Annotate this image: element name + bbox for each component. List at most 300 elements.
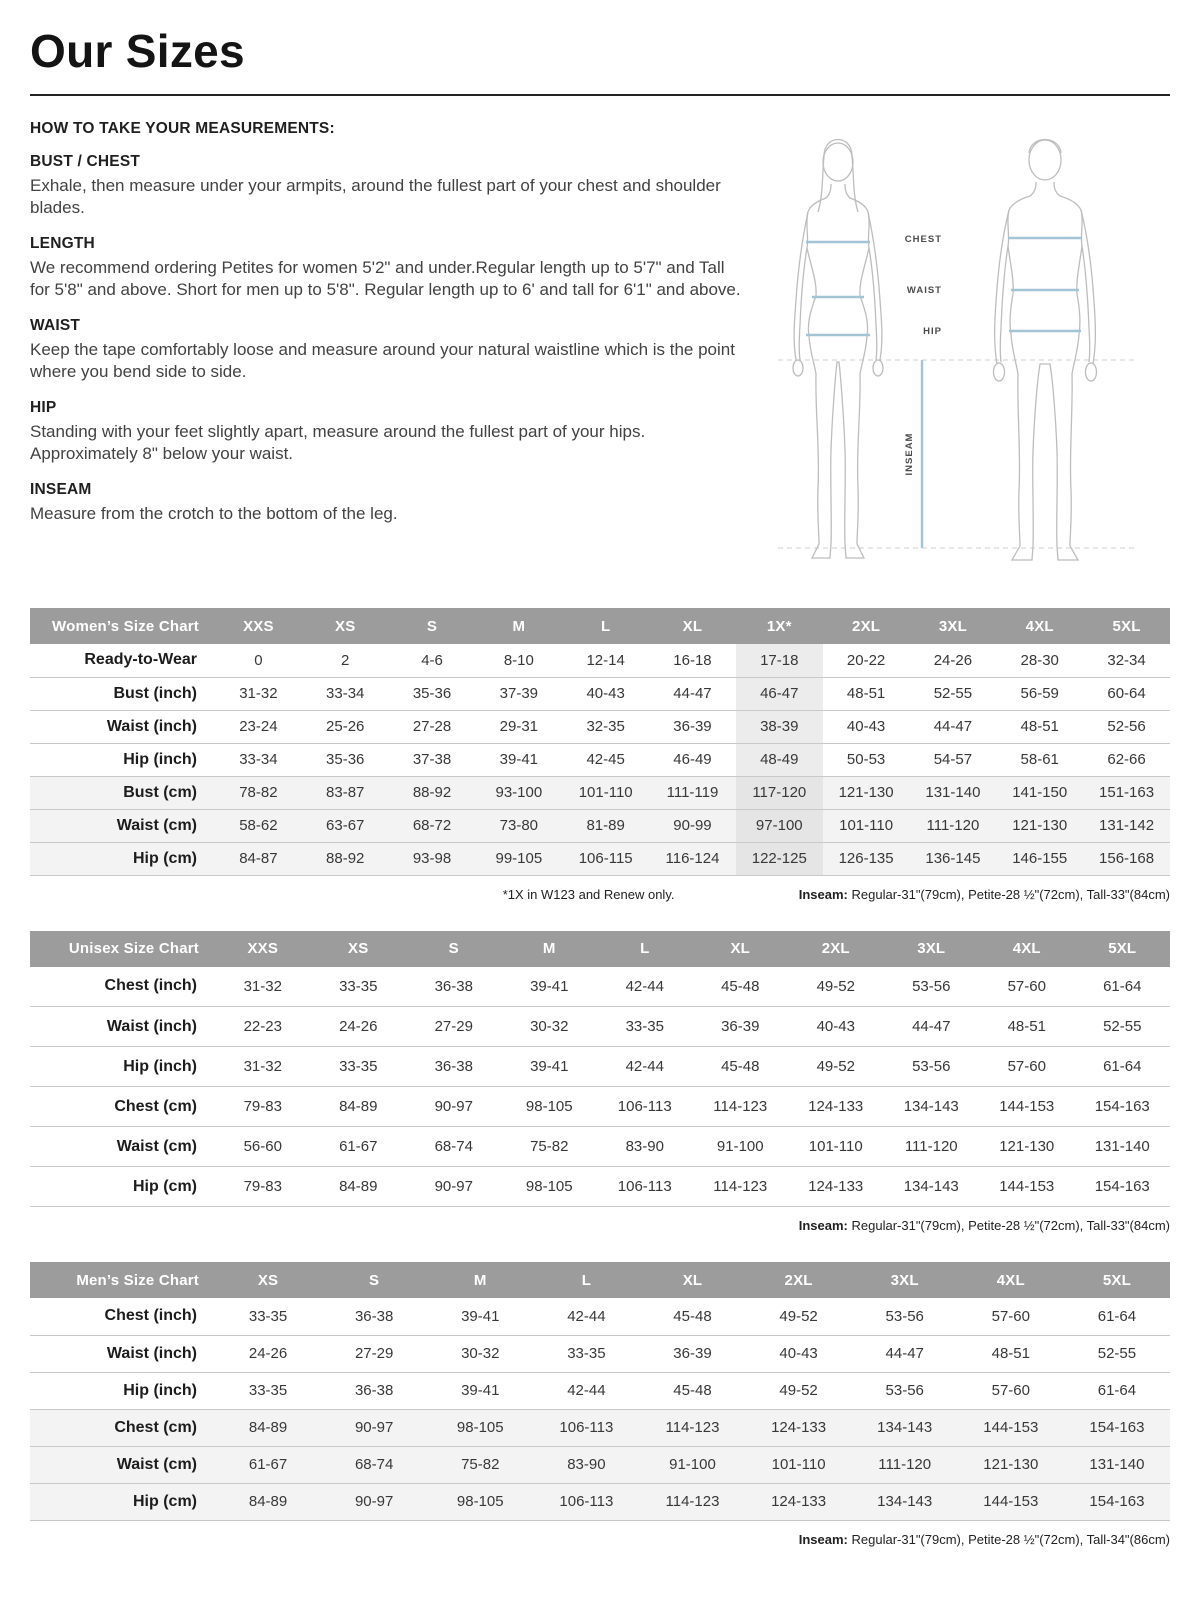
size-value: 4-6 [421, 651, 443, 669]
size-value: 154-163 [1094, 1098, 1150, 1115]
row-label: Waist (inch) [106, 1344, 197, 1362]
size-value: 93-100 [495, 784, 543, 801]
mens-size-table [30, 1262, 1170, 1521]
inseam-note-label: Inseam: [798, 1218, 848, 1233]
size-value: 75-82 [461, 1456, 500, 1473]
male-right-hand [1086, 363, 1097, 381]
column-header-l: L [533, 1262, 639, 1298]
size-value: 0 [254, 651, 263, 669]
size-value: 134-143 [903, 1098, 959, 1115]
size-value: 124-133 [808, 1098, 864, 1115]
size-value: 39-41 [499, 751, 539, 768]
size-value: 90-97 [434, 1098, 473, 1115]
size-value: 68-74 [354, 1456, 394, 1473]
table-row [30, 1007, 1170, 1047]
row-label: Waist (inch) [106, 717, 197, 735]
size-value: 52-55 [1103, 1018, 1142, 1035]
size-value: 45-48 [721, 977, 760, 995]
size-table [30, 1262, 1170, 1521]
size-value: 46-49 [673, 751, 712, 768]
size-value: 33-35 [625, 1018, 664, 1035]
table-row [30, 1483, 1170, 1520]
size-value: 53-56 [912, 977, 951, 995]
size-table [30, 931, 1170, 1208]
size-value: 88-92 [412, 784, 452, 801]
row-label: Hip (inch) [123, 1381, 197, 1399]
male-right-arm-outer [1081, 210, 1095, 364]
column-header-xs: XS [311, 931, 407, 967]
size-value: 62-66 [1107, 751, 1146, 768]
size-value: 97-100 [736, 809, 823, 842]
size-value: 83-90 [625, 1138, 664, 1155]
size-value: 49-52 [779, 1382, 818, 1399]
size-value: 61-67 [248, 1456, 288, 1473]
size-value: 131-140 [925, 784, 981, 801]
size-value: 36-38 [354, 1382, 394, 1399]
chest-label: CHEST [904, 234, 942, 245]
size-value: 23-24 [239, 718, 278, 735]
male-figure [994, 140, 1097, 561]
waist-label: WAIST [906, 285, 942, 296]
size-value: 61-67 [339, 1138, 378, 1155]
size-value: 22-23 [243, 1018, 282, 1035]
size-value: 141-150 [1012, 784, 1068, 801]
size-value: 33-35 [248, 1382, 288, 1399]
size-value: 98-105 [525, 1178, 573, 1195]
size-value: 44-47 [912, 1018, 951, 1035]
table-row [30, 1409, 1170, 1446]
column-header-xxs: XXS [215, 931, 311, 967]
size-value: 36-38 [434, 1058, 473, 1075]
table-row [30, 1446, 1170, 1483]
column-header-xs: XS [302, 608, 389, 644]
male-head [1029, 140, 1061, 180]
female-left-hand [793, 360, 803, 376]
row-label: Chest (cm) [114, 1418, 197, 1436]
column-header-m: M [427, 1262, 533, 1298]
womens-size-table [30, 608, 1170, 876]
size-value: 106-115 [578, 850, 633, 867]
table-row [30, 967, 1170, 1007]
size-value: 50-53 [846, 751, 886, 768]
column-header-m: M [475, 608, 562, 644]
size-value: 84-89 [339, 1178, 378, 1195]
size-value: 33-34 [326, 685, 365, 702]
row-label: Hip (cm) [133, 849, 197, 867]
table-row [30, 1335, 1170, 1372]
title-divider [30, 94, 1170, 96]
size-value: 33-35 [248, 1307, 288, 1325]
size-value: 33-35 [339, 1058, 378, 1075]
section-title: LENGTH [30, 234, 95, 252]
size-value: 90-97 [434, 1178, 473, 1195]
column-header-4xl: 4XL [958, 1262, 1064, 1298]
size-value: 40-43 [586, 685, 625, 702]
inseam-note-text: Regular-31"(79cm), Petite-28 ½"(72cm), Tall-33"(84cm) [847, 1218, 1170, 1233]
womens-inseam-note [799, 887, 1170, 902]
size-value: 24-26 [933, 651, 973, 669]
row-label: Chest (inch) [104, 1307, 197, 1325]
column-header-2xl: 2XL [823, 608, 910, 644]
row-label: Bust (inch) [113, 684, 197, 702]
inseam-note-label: Inseam: [798, 886, 848, 902]
size-value: 33-34 [239, 751, 278, 768]
size-value: 122-125 [736, 842, 823, 875]
row-label: Waist (inch) [106, 1017, 197, 1035]
size-value: 61-64 [1097, 1307, 1137, 1325]
size-value: 39-41 [530, 977, 569, 995]
size-value: 156-168 [1099, 850, 1155, 867]
size-value: 29-31 [499, 718, 539, 735]
female-body-outline [807, 184, 869, 558]
column-header-s: S [321, 1262, 427, 1298]
size-value: 36-39 [721, 1018, 760, 1035]
size-value: 36-38 [354, 1307, 394, 1325]
size-value: 121-130 [999, 1138, 1055, 1155]
size-value: 121-130 [983, 1456, 1039, 1473]
size-value: 33-35 [567, 1345, 606, 1362]
size-value: 144-153 [999, 1098, 1055, 1115]
female-right-hand [873, 360, 883, 376]
onex-footnote: *1X in W123 and Renew only. [502, 886, 675, 902]
table-header-row [30, 1262, 1170, 1298]
mens-inseam-note [799, 1532, 1170, 1547]
size-value: 48-51 [1007, 1018, 1046, 1035]
size-value: 16-18 [673, 651, 712, 669]
size-value: 111-120 [878, 1456, 932, 1473]
size-value: 53-56 [885, 1307, 924, 1325]
size-value: 35-36 [412, 685, 452, 702]
size-value: 42-44 [567, 1307, 606, 1325]
size-value: 90-99 [673, 817, 712, 834]
female-right-arm-inner [869, 248, 877, 360]
size-value: 20-22 [846, 651, 886, 669]
unisex-size-table [30, 931, 1170, 1208]
size-value: 121-130 [838, 784, 894, 801]
measurement-labels [905, 234, 942, 337]
size-value: 78-82 [239, 784, 278, 801]
table-row [30, 644, 1170, 677]
table-row [30, 710, 1170, 743]
how-to-heading: HOW TO TAKE YOUR MEASUREMENTS: [30, 120, 335, 137]
size-value: 36-39 [673, 1345, 712, 1362]
mens-footnotes [30, 1532, 1170, 1552]
size-value: 39-41 [461, 1382, 500, 1399]
size-value: 42-44 [625, 1058, 664, 1075]
size-value: 124-133 [771, 1493, 827, 1510]
size-value: 61-64 [1103, 1058, 1142, 1075]
size-value: 114-123 [713, 1178, 768, 1195]
size-value: 57-60 [1007, 977, 1046, 995]
size-value: 106-113 [617, 1178, 672, 1195]
size-value: 154-163 [1089, 1493, 1145, 1510]
size-value: 38-39 [736, 710, 823, 743]
row-label: Hip (inch) [123, 1057, 197, 1075]
column-header-s: S [406, 931, 502, 967]
size-value: 40-43 [779, 1345, 818, 1362]
column-header-2xl: 2XL [788, 931, 884, 967]
size-value: 44-47 [673, 685, 712, 702]
size-value: 48-51 [846, 685, 886, 702]
column-header-xxs: XXS [215, 608, 302, 644]
size-value: 116-124 [665, 850, 720, 867]
size-value: 121-130 [1012, 817, 1068, 834]
size-value: 111-119 [666, 784, 719, 801]
size-value: 101-110 [771, 1456, 826, 1473]
size-value: 144-153 [983, 1493, 1039, 1510]
row-label: Bust (cm) [123, 783, 197, 801]
size-value: 134-143 [903, 1178, 959, 1195]
size-value: 49-52 [816, 1058, 855, 1075]
table-header-row [30, 931, 1170, 967]
size-value: 33-35 [339, 977, 378, 995]
size-value: 114-123 [665, 1419, 720, 1436]
size-value: 52-56 [1107, 718, 1146, 735]
size-value: 98-105 [525, 1098, 573, 1115]
column-header-3xl: 3XL [910, 608, 997, 644]
column-header-xl: XL [693, 931, 789, 967]
male-left-hand [994, 363, 1005, 381]
table-row [30, 1167, 1170, 1207]
size-value: 83-90 [567, 1456, 606, 1473]
size-value: 36-39 [673, 718, 712, 735]
section-body: Exhale, then measure under your armpits, around the fullest part of your chest and shoulder blades. [30, 176, 721, 218]
size-value: 52-55 [1097, 1345, 1137, 1362]
size-value: 68-72 [412, 817, 452, 834]
column-header-4xl: 4XL [979, 931, 1075, 967]
inseam-note-text: Regular-31"(79cm), Petite-28 ½"(72cm), Tall-34"(86cm) [847, 1531, 1170, 1547]
table-row [30, 1372, 1170, 1409]
size-value: 37-39 [499, 685, 539, 702]
column-header-1x: 1X* [736, 608, 823, 644]
size-value: 45-48 [673, 1307, 712, 1325]
column-header-3xl: 3XL [884, 931, 980, 967]
measurement-section [30, 235, 742, 302]
table-title: Men’s Size Chart [30, 1262, 215, 1298]
size-value: 27-29 [354, 1345, 394, 1362]
table-title: Women’s Size Chart [30, 608, 215, 644]
size-value: 32-35 [586, 718, 625, 735]
size-value: 91-100 [716, 1138, 764, 1155]
size-value: 154-163 [1094, 1178, 1150, 1195]
size-value: 53-56 [885, 1382, 924, 1399]
size-value: 134-143 [877, 1493, 933, 1510]
figure-column [760, 120, 1152, 582]
size-value: 39-41 [530, 1058, 569, 1075]
size-value: 84-89 [248, 1493, 288, 1510]
size-value: 111-120 [926, 817, 980, 834]
section-body: Keep the tape comfortably loose and measure around your natural waistline which is the point where you bend side to side. [30, 339, 735, 382]
size-value: 114-123 [665, 1493, 720, 1510]
size-value: 49-52 [816, 977, 855, 995]
size-value: 53-56 [912, 1058, 951, 1075]
row-label: Chest (cm) [114, 1097, 197, 1115]
size-value: 24-26 [339, 1018, 378, 1035]
size-value: 57-60 [991, 1307, 1030, 1325]
male-left-arm-outer [995, 210, 1009, 364]
size-value: 106-113 [559, 1493, 614, 1510]
column-header-5xl: 5XL [1083, 608, 1170, 644]
column-header-s: S [389, 608, 476, 644]
size-value: 90-97 [354, 1419, 394, 1436]
size-value: 44-47 [885, 1345, 924, 1362]
page-title: Our Sizes [30, 25, 245, 77]
section-body: We recommend ordering Petites for women 5'2" and under.Regular length up to 5'7" and Tall for 5'8" and above. Short for men up to 5'8". Regular length up to 6' and tall for 6'1" and above. [30, 257, 741, 300]
size-value: 154-163 [1089, 1419, 1145, 1436]
size-value: 31-32 [243, 977, 282, 995]
size-value: 88-92 [326, 850, 365, 867]
size-value: 144-153 [983, 1419, 1039, 1436]
size-value: 101-110 [839, 817, 894, 834]
size-value: 17-18 [736, 644, 823, 677]
column-header-m: M [502, 931, 598, 967]
size-value: 144-153 [999, 1178, 1055, 1195]
table-row [30, 1298, 1170, 1335]
size-value: 117-120 [736, 776, 823, 809]
size-value: 27-29 [434, 1018, 473, 1035]
column-header-l: L [562, 608, 649, 644]
size-value: 56-60 [243, 1138, 282, 1155]
column-header-xl: XL [649, 608, 736, 644]
how-to-section [30, 120, 1170, 582]
column-header-2xl: 2XL [746, 1262, 852, 1298]
size-value: 98-105 [456, 1493, 504, 1510]
size-value: 32-34 [1107, 651, 1146, 669]
size-value: 114-123 [713, 1098, 768, 1115]
size-value: 126-135 [838, 850, 894, 867]
size-value: 40-43 [816, 1018, 855, 1035]
section-body: Measure from the crotch to the bottom of the leg. [30, 503, 398, 523]
female-hair-right [852, 156, 858, 212]
hip-label: HIP [923, 326, 942, 337]
size-value: 101-110 [578, 784, 633, 801]
size-value: 56-59 [1020, 685, 1059, 702]
size-value: 111-120 [904, 1138, 958, 1155]
size-value: 39-41 [461, 1307, 500, 1325]
size-value: 52-55 [933, 685, 973, 702]
size-value: 75-82 [530, 1138, 569, 1155]
row-label: Waist (cm) [116, 1455, 197, 1473]
size-value: 45-48 [673, 1382, 712, 1399]
size-value: 58-62 [239, 817, 278, 834]
size-value: 146-155 [1012, 850, 1068, 867]
row-label: Waist (cm) [116, 816, 197, 834]
size-value: 35-36 [326, 751, 365, 768]
female-right-arm-outer [868, 212, 882, 360]
inseam-note-text: Regular-31"(79cm), Petite-28 ½"(72cm), Tall-33"(84cm) [847, 886, 1170, 902]
size-value: 60-64 [1107, 685, 1146, 702]
row-label: Ready-to-Wear [84, 651, 197, 669]
size-value: 42-44 [625, 977, 664, 995]
size-value: 83-87 [326, 784, 365, 801]
measurement-section [30, 399, 742, 466]
row-label: Waist (cm) [116, 1137, 197, 1155]
size-value: 24-26 [248, 1345, 288, 1362]
section-title: BUST / CHEST [30, 153, 141, 170]
table-row [30, 1127, 1170, 1167]
size-tables [30, 608, 1170, 1552]
size-value: 98-105 [456, 1419, 504, 1436]
size-value: 151-163 [1099, 784, 1155, 801]
unisex-footnotes [30, 1218, 1170, 1238]
measurement-section [30, 153, 742, 220]
size-value: 84-87 [239, 850, 278, 867]
female-hair-left [818, 156, 824, 212]
size-value: 61-64 [1103, 977, 1142, 995]
table-row [30, 677, 1170, 710]
size-value: 63-67 [326, 817, 365, 834]
size-value: 99-105 [495, 850, 543, 867]
size-value: 79-83 [243, 1178, 282, 1195]
size-value: 131-142 [1099, 817, 1155, 834]
size-value: 93-98 [412, 850, 452, 867]
table-row [30, 1087, 1170, 1127]
size-value: 8-10 [503, 651, 534, 669]
size-value: 44-47 [933, 718, 973, 735]
size-value: 37-38 [412, 751, 452, 768]
size-value: 2 [341, 651, 350, 669]
table-row [30, 842, 1170, 875]
female-left-arm-outer [794, 212, 808, 360]
size-value: 28-30 [1020, 651, 1059, 669]
row-label: Hip (cm) [133, 1177, 197, 1195]
size-value: 58-61 [1020, 751, 1059, 768]
measurement-sections [30, 153, 742, 525]
size-value: 91-100 [669, 1456, 716, 1473]
size-value: 49-52 [779, 1307, 818, 1325]
column-header-xs: XS [215, 1262, 321, 1298]
column-header-l: L [597, 931, 693, 967]
female-head [823, 143, 853, 181]
table-row [30, 776, 1170, 809]
column-header-4xl: 4XL [996, 608, 1083, 644]
size-value: 81-89 [586, 817, 625, 834]
size-value: 30-32 [530, 1018, 569, 1035]
column-header-5xl: 5XL [1075, 931, 1171, 967]
female-figure [793, 140, 883, 559]
size-value: 57-60 [1007, 1058, 1046, 1075]
table-row [30, 743, 1170, 776]
size-value: 42-44 [567, 1382, 606, 1399]
size-value: 124-133 [771, 1419, 827, 1436]
measurement-section [30, 317, 742, 384]
size-value: 12-14 [586, 651, 625, 669]
measurement-diagram [760, 120, 1152, 582]
size-value: 57-60 [991, 1382, 1030, 1399]
size-value: 31-32 [239, 685, 278, 702]
inseam-indicator [778, 360, 1138, 548]
size-value: 61-64 [1097, 1382, 1137, 1399]
unisex-inseam-note [799, 1218, 1170, 1233]
size-value: 73-80 [499, 817, 539, 834]
size-value: 48-51 [991, 1345, 1030, 1362]
size-value: 84-89 [248, 1419, 288, 1436]
measurement-section [30, 481, 742, 525]
inseam-note-label: Inseam: [798, 1531, 848, 1547]
size-value: 131-140 [1094, 1138, 1150, 1155]
size-table [30, 608, 1170, 876]
measurement-instructions [30, 120, 760, 582]
column-header-5xl: 5XL [1064, 1262, 1170, 1298]
size-value: 90-97 [354, 1493, 394, 1510]
size-value: 48-51 [1020, 718, 1059, 735]
section-body: Standing with your feet slightly apart, measure around the fullest part of your hips. Approximately 8" below your waist. [30, 421, 646, 464]
section-title: WAIST [30, 316, 81, 334]
size-value: 46-47 [736, 677, 823, 710]
male-left-arm-inner [1000, 246, 1008, 362]
womens-footnotes [30, 887, 1170, 907]
size-value: 106-113 [559, 1419, 614, 1436]
